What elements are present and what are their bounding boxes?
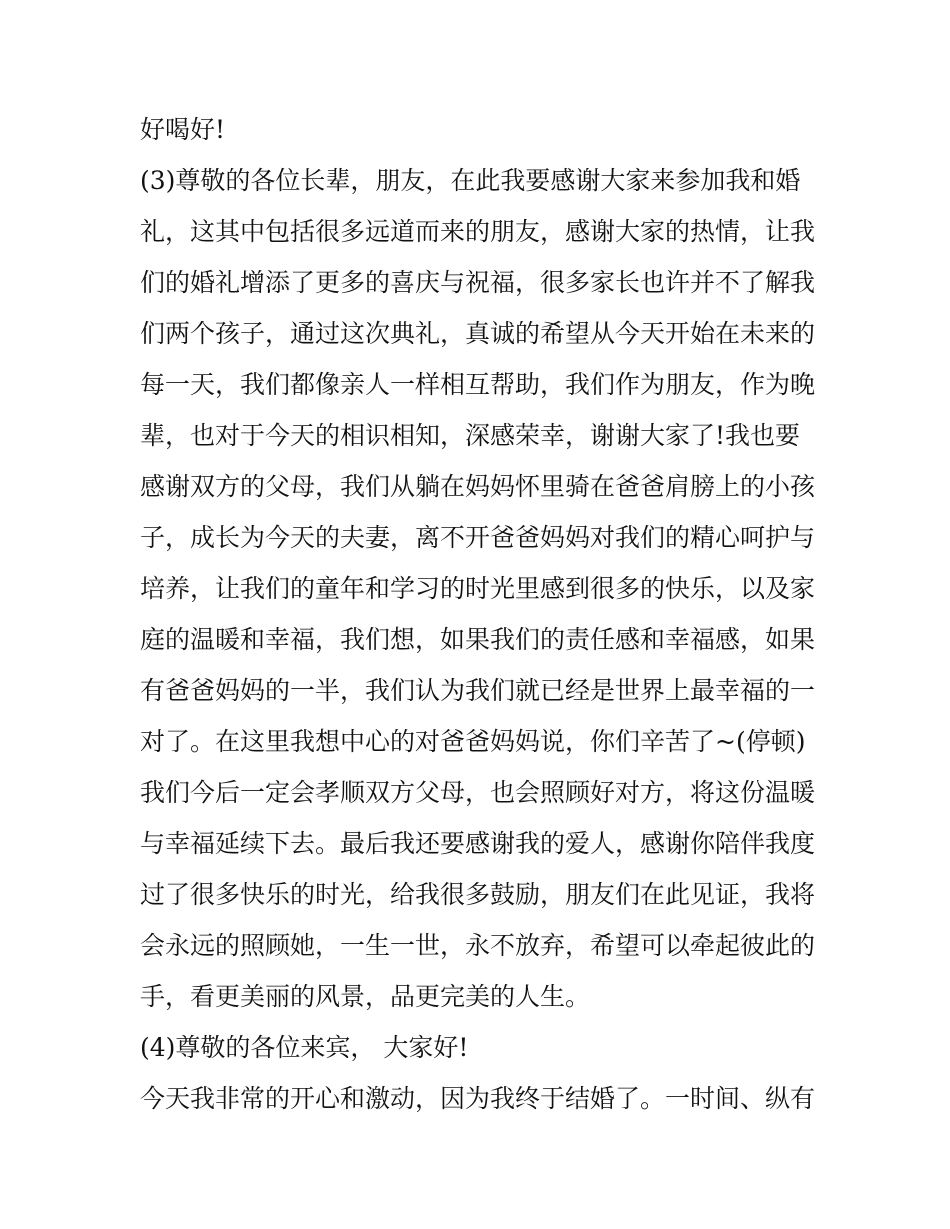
text-line: 手，看更美丽的风景，品更完美的人生。 [140,982,591,1011]
text-line: 子，成长为今天的夫妻，离不开爸爸妈妈对我们的精心呵护与 [140,523,816,552]
text-line: 培养，让我们的童年和学习的时光里感到很多的快乐，以及家 [140,574,816,603]
text-line: 每一天，我们都像亲人一样相互帮助，我们作为朋友，作为晚 [140,370,816,399]
text-line: 感谢双方的父母，我们从躺在妈妈怀里骑在爸爸肩膀上的小孩 [140,472,816,501]
text-line: 今天我非常的开心和激动，因为我终于结婚了。一时间、纵有 [140,1084,816,1113]
text-line: (3)尊敬的各位长辈，朋友，在此我要感谢大家来参加我和婚 [140,166,801,195]
speech-text [140,104,820,1124]
text-line: 好喝好! [140,115,226,144]
text-line: 庭的温暖和幸福，我们想，如果我们的责任感和幸福感，如果 [140,625,816,654]
text-line: 过了很多快乐的时光，给我很多鼓励，朋友们在此见证，我将 [140,880,816,909]
text-line: 们两个孩子，通过这次典礼，真诚的希望从今天开始在未来的 [140,319,816,348]
text-line: 礼，这其中包括很多远道而来的朋友，感谢大家的热情，让我 [140,217,816,246]
text-line: 会永远的照顾她，一生一世，永不放弃，希望可以牵起彼此的 [140,931,816,960]
text-line: (4)尊敬的各位来宾， 大家好! [140,1033,469,1062]
text-line: 有爸爸妈妈的一半，我们认为我们就已经是世界上最幸福的一 [140,676,816,705]
text-line: 辈，也对于今天的相识相知，深感荣幸，谢谢大家了!我也要 [140,421,801,450]
text-line: 我们今后一定会孝顺双方父母，也会照顾好对方，将这份温暖 [140,778,816,807]
text-line: 们的婚礼增添了更多的喜庆与祝福，很多家长也许并不了解我 [140,268,816,297]
text-line: 对了。在这里我想中心的对爸爸妈妈说，你们辛苦了~(停顿) [140,727,806,756]
text-line: 与幸福延续下去。最后我还要感谢我的爱人，感谢你陪伴我度 [140,829,816,858]
